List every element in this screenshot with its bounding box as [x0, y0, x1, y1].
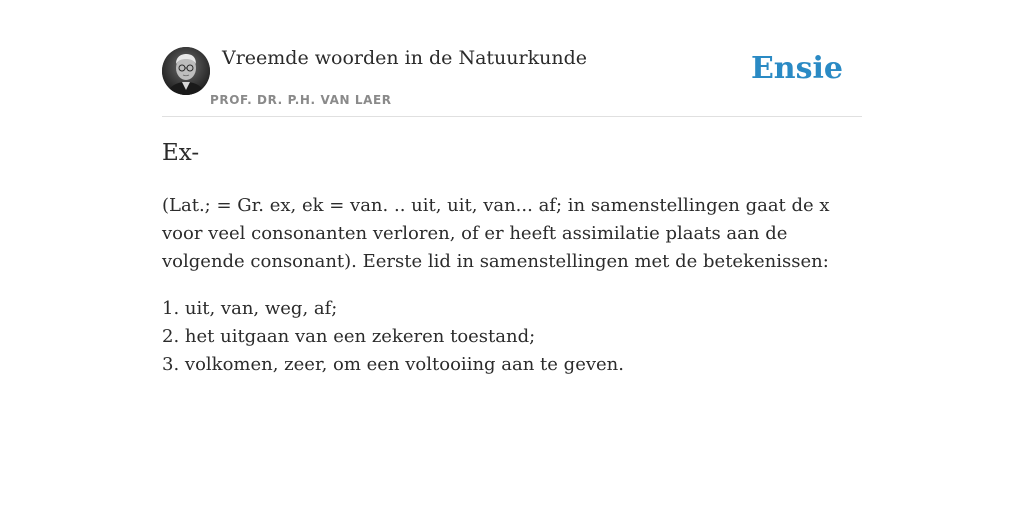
page-header	[162, 46, 862, 117]
meaning-list	[162, 295, 867, 379]
list-item: 1. uit, van, weg, af;	[162, 298, 338, 319]
entry-definition: (Lat.; = Gr. ex, ek = van. .. uit, uit, van... af; in samenstellingen gaat de x voor veel consonanten verloren, of er heeft assimilatie plaats aan de volgende consonant). Eerste lid in samenstellingen met de betekenissen:	[162, 195, 830, 272]
entry-content	[162, 192, 867, 379]
entry-title: Ex-	[162, 140, 200, 166]
book-title[interactable]: Vreemde woorden in de Natuurkunde	[222, 47, 587, 69]
author-avatar[interactable]	[162, 47, 210, 95]
author-portrait-icon	[162, 47, 210, 95]
author-name[interactable]: PROF. DR. P.H. VAN LAER	[210, 93, 392, 107]
list-item: 2. het uitgaan van een zekeren toestand;	[162, 326, 536, 347]
brand-logo[interactable]: Ensie	[750, 51, 843, 86]
list-item: 3. volkomen, zeer, om een voltooiing aan te geven.	[162, 354, 624, 375]
